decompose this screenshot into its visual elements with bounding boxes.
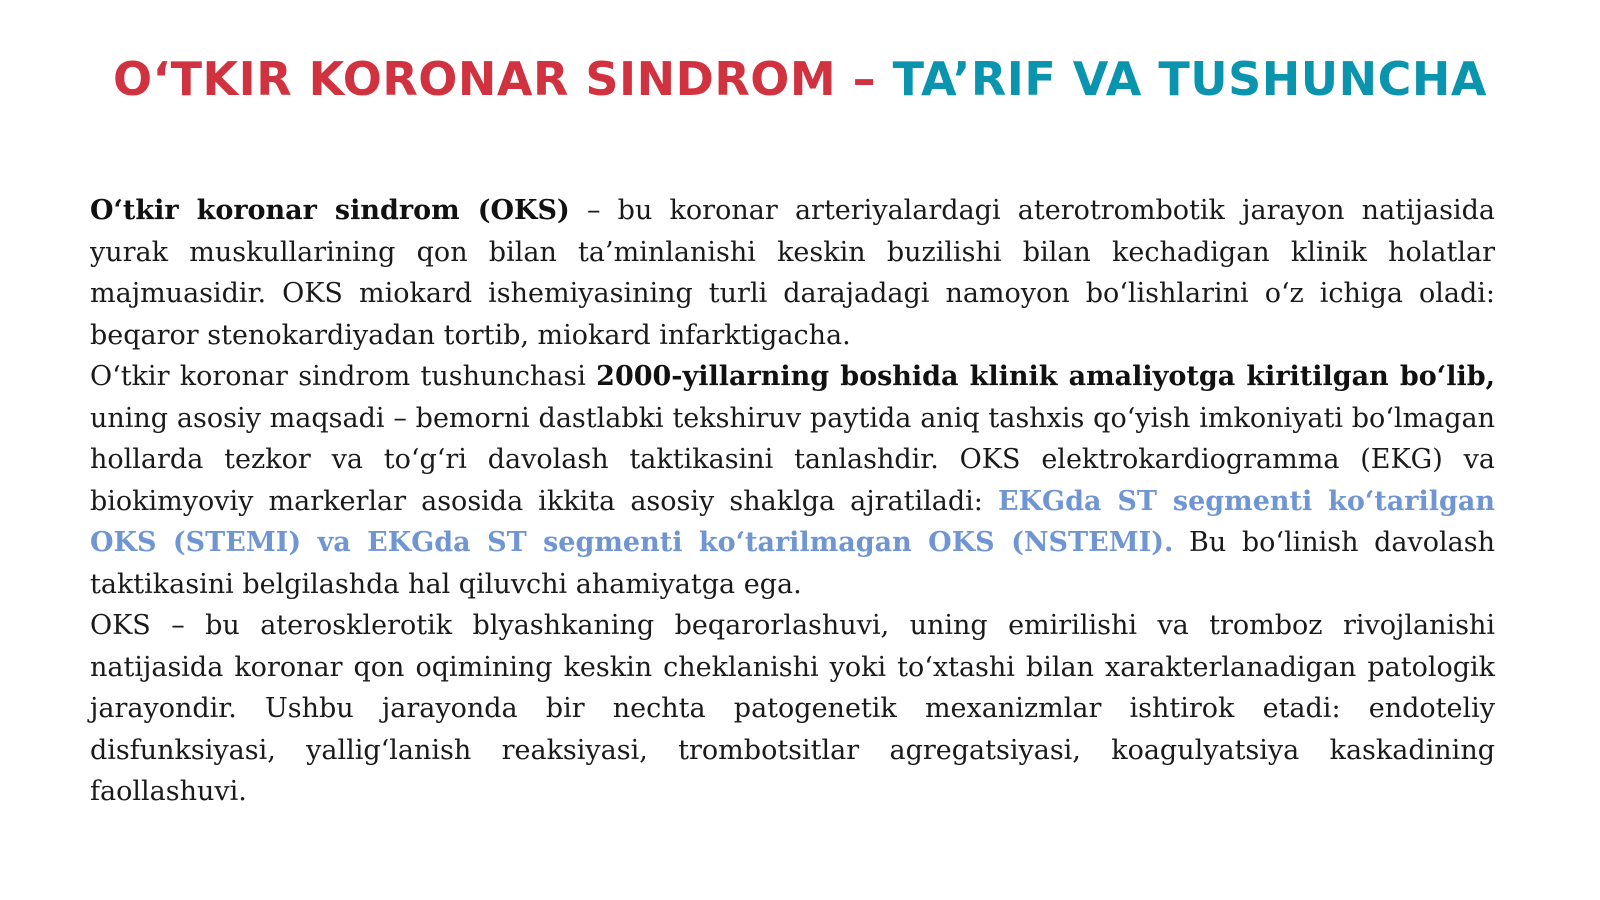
concept-text-start: O‘tkir koronar sindrom tushunchasi (90, 361, 597, 392)
paragraph-pathogenesis (90, 605, 1495, 813)
paragraph-concept (90, 356, 1495, 605)
definition-term: O‘tkir koronar sindrom (OKS) (90, 195, 570, 226)
pathogenesis-text: OKS – bu aterosklerotik blyashkaning beqarorlashuvi, uning emirilishi va tromboz rivojlanishi natijasida koronar qon oqimining keskin cheklanishi yoki to‘xtashi bilan xarakterlanadigan patologik jarayondir. Ushbu jarayonda bir nechta patogenetik mexanizmlar ishtirok etadi: endoteliy disfunksiyasi, yallig‘lanish reaksiyasi, trombotsitlar agregatsiyasi, koagulyatsiya kaskadining faollashuvi. (90, 610, 1495, 807)
paragraph-definition (90, 190, 1495, 356)
concept-text-end: Bu bo‘linish davolash taktikasini belgilashda hal qiluvchi ahamiyatga ega. (90, 527, 1495, 600)
concept-bold-text: 2000-yillarning boshida klinik amaliyotga kiritilgan bo‘lib, (596, 361, 1495, 392)
title-separator: – (836, 52, 893, 106)
slide-title (0, 52, 1600, 106)
definition-text: – bu koronar arteriyalardagi aterotrombotik jarayon natijasida yurak muskullarining qon bilan ta’minlanishi keskin buzilishi bilan kechadigan klinik holatlar majmuasidir. OKS miokard ishemiyasining turli darajadagi namoyon bo‘lishlarini o‘z ichiga oladi: beqaror stenokardiyadan tortib, miokard infarktigacha. (90, 195, 1495, 351)
body-text (90, 190, 1495, 813)
title-part-1: O‘TKIR KORONAR SINDROM (113, 52, 837, 106)
concept-text-mid: uning asosiy maqsadi – bemorni dastlabki tekshiruv paytida aniq tashxis qo‘yish imkoniyati bo‘lmagan hollarda tezkor va to‘g‘ri davolash taktikasini tanlashdir. OKS elektrokardiogramma (EKG) va biokimyoviy markerlar asosida ikkita asosiy shaklga ajratiladi: (90, 402, 1495, 517)
title-part-2: TA’RIF VA TUSHUNCHA (892, 52, 1487, 106)
concept-highlight-forms: EKGda ST segmenti ko‘tarilgan OKS (STEMI) va EKGda ST segmenti ko‘tarilmagan OKS (NSTEMI). (90, 485, 1495, 558)
